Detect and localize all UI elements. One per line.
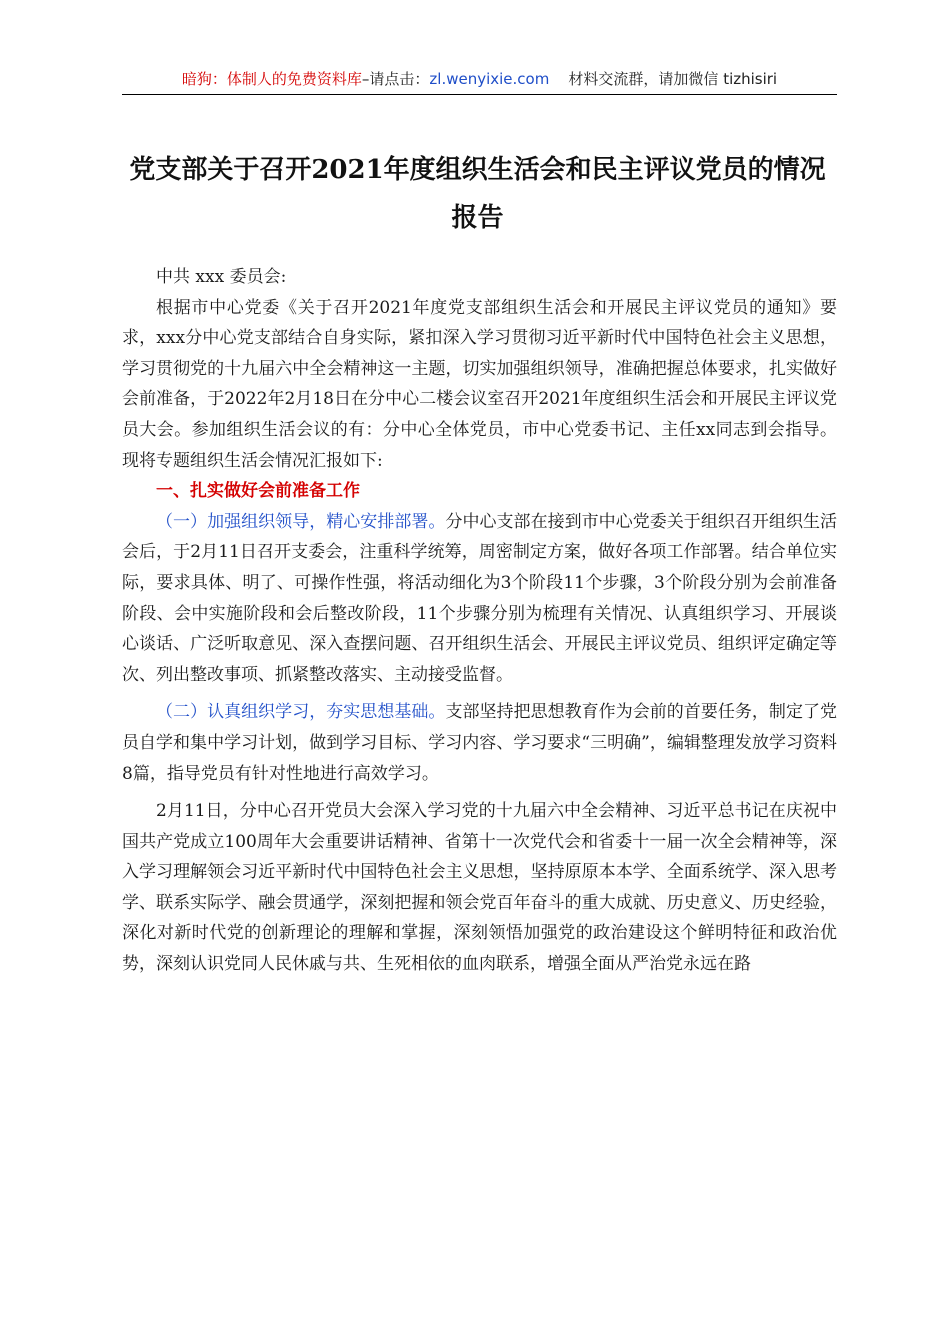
subsection-2-heading: （二）认真组织学习，夯实思想基础。: [156, 702, 446, 723]
subsection-1-paragraph: [122, 507, 837, 691]
document-title: 党支部关于召开2021年度组织生活会和民主评议党员的情况报告: [129, 155, 826, 233]
header-url-link[interactable]: zl.wenyixie.com: [429, 70, 550, 88]
document-body: [122, 262, 837, 980]
intro-paragraph: 根据市中心党委《关于召开2021年度党支部组织生活会和开展民主评议党员的通知》要求，xxx分中心党支部结合自身实际，紧扣深入学习贯彻习近平新时代中国特色社会主义思想，学习贯彻党的十九届六中全会精神这一主题，切实加强组织领导，准确把握总体要求，扎实做好会前准备，于2022年2月18日在分中心二楼会议室召开2021年度组织生活会和开展民主评议党员大会。参加组织生活会议的有：分中心全体党员，市中心党委书记、主任xx同志到会指导。现将专题组织生活会情况汇报如下:: [122, 297, 837, 471]
subsection-2-paragraph: [122, 697, 837, 789]
header-wechat-note: 材料交流群，请加微信 tizhisiri: [568, 70, 778, 88]
header-brand: 暗狗：体制人的免费资料库: [181, 70, 362, 88]
subsection-1-heading: （一）加强组织领导，精心安排部署。: [156, 511, 446, 532]
subsection-1-body: 分中心支部在接到市中心党委关于组织召开组织生活会后，于2月11日召开支委会，注重科学统筹，周密制定方案，做好各项工作部署。结合单位实际，要求具体、明了、可操作性强，将活动细化为3个阶段11个步骤，3个阶段分别为会前准备阶段、会中实施阶段和会后整改阶段，11个步骤分别为梳理有关情况、认真组织学习、开展谈心谈话、广泛听取意见、深入查摆问题、召开组织生活会、开展民主评议党员、组织评定确定等次、列出整改事项、抓紧整改落实、主动接受监督。: [122, 511, 838, 685]
salutation: 中共 xxx 委员会:: [156, 267, 287, 287]
header-click-prompt: –请点击：: [361, 70, 430, 88]
subsection-2-body: 支部坚持把思想教育作为会前的首要任务，制定了党员自学和集中学习计划，做到学习目标、学习内容、学习要求“三明确”，编辑整理发放学习资料8篇，指导党员有针对性地进行高效学习。: [122, 702, 838, 784]
study-paragraph: 2月11日，分中心召开党员大会深入学习党的十九届六中全会精神、习近平总书记在庆祝中国共产党成立100周年大会重要讲话精神、省第十一次党代会和省委十一届一次全会精神等，深入学习理解领会习近平新时代中国特色社会主义思想，坚持原原本本学、全面系统学、深入思考学、联系实际学、融会贯通学，深刻把握和领会党百年奋斗的重大成就、历史意义、历史经验，深化对新时代党的创新理论的理解和掌握，深刻领悟加强党的政治建设这个鲜明特征和政治优势，深刻认识党同人民休戚与共、生死相依的血肉联系，增强全面从严治党永远在路: [122, 801, 837, 975]
section-1-heading: 一、扎实做好会前准备工作: [156, 481, 360, 502]
page-header: [122, 64, 837, 95]
